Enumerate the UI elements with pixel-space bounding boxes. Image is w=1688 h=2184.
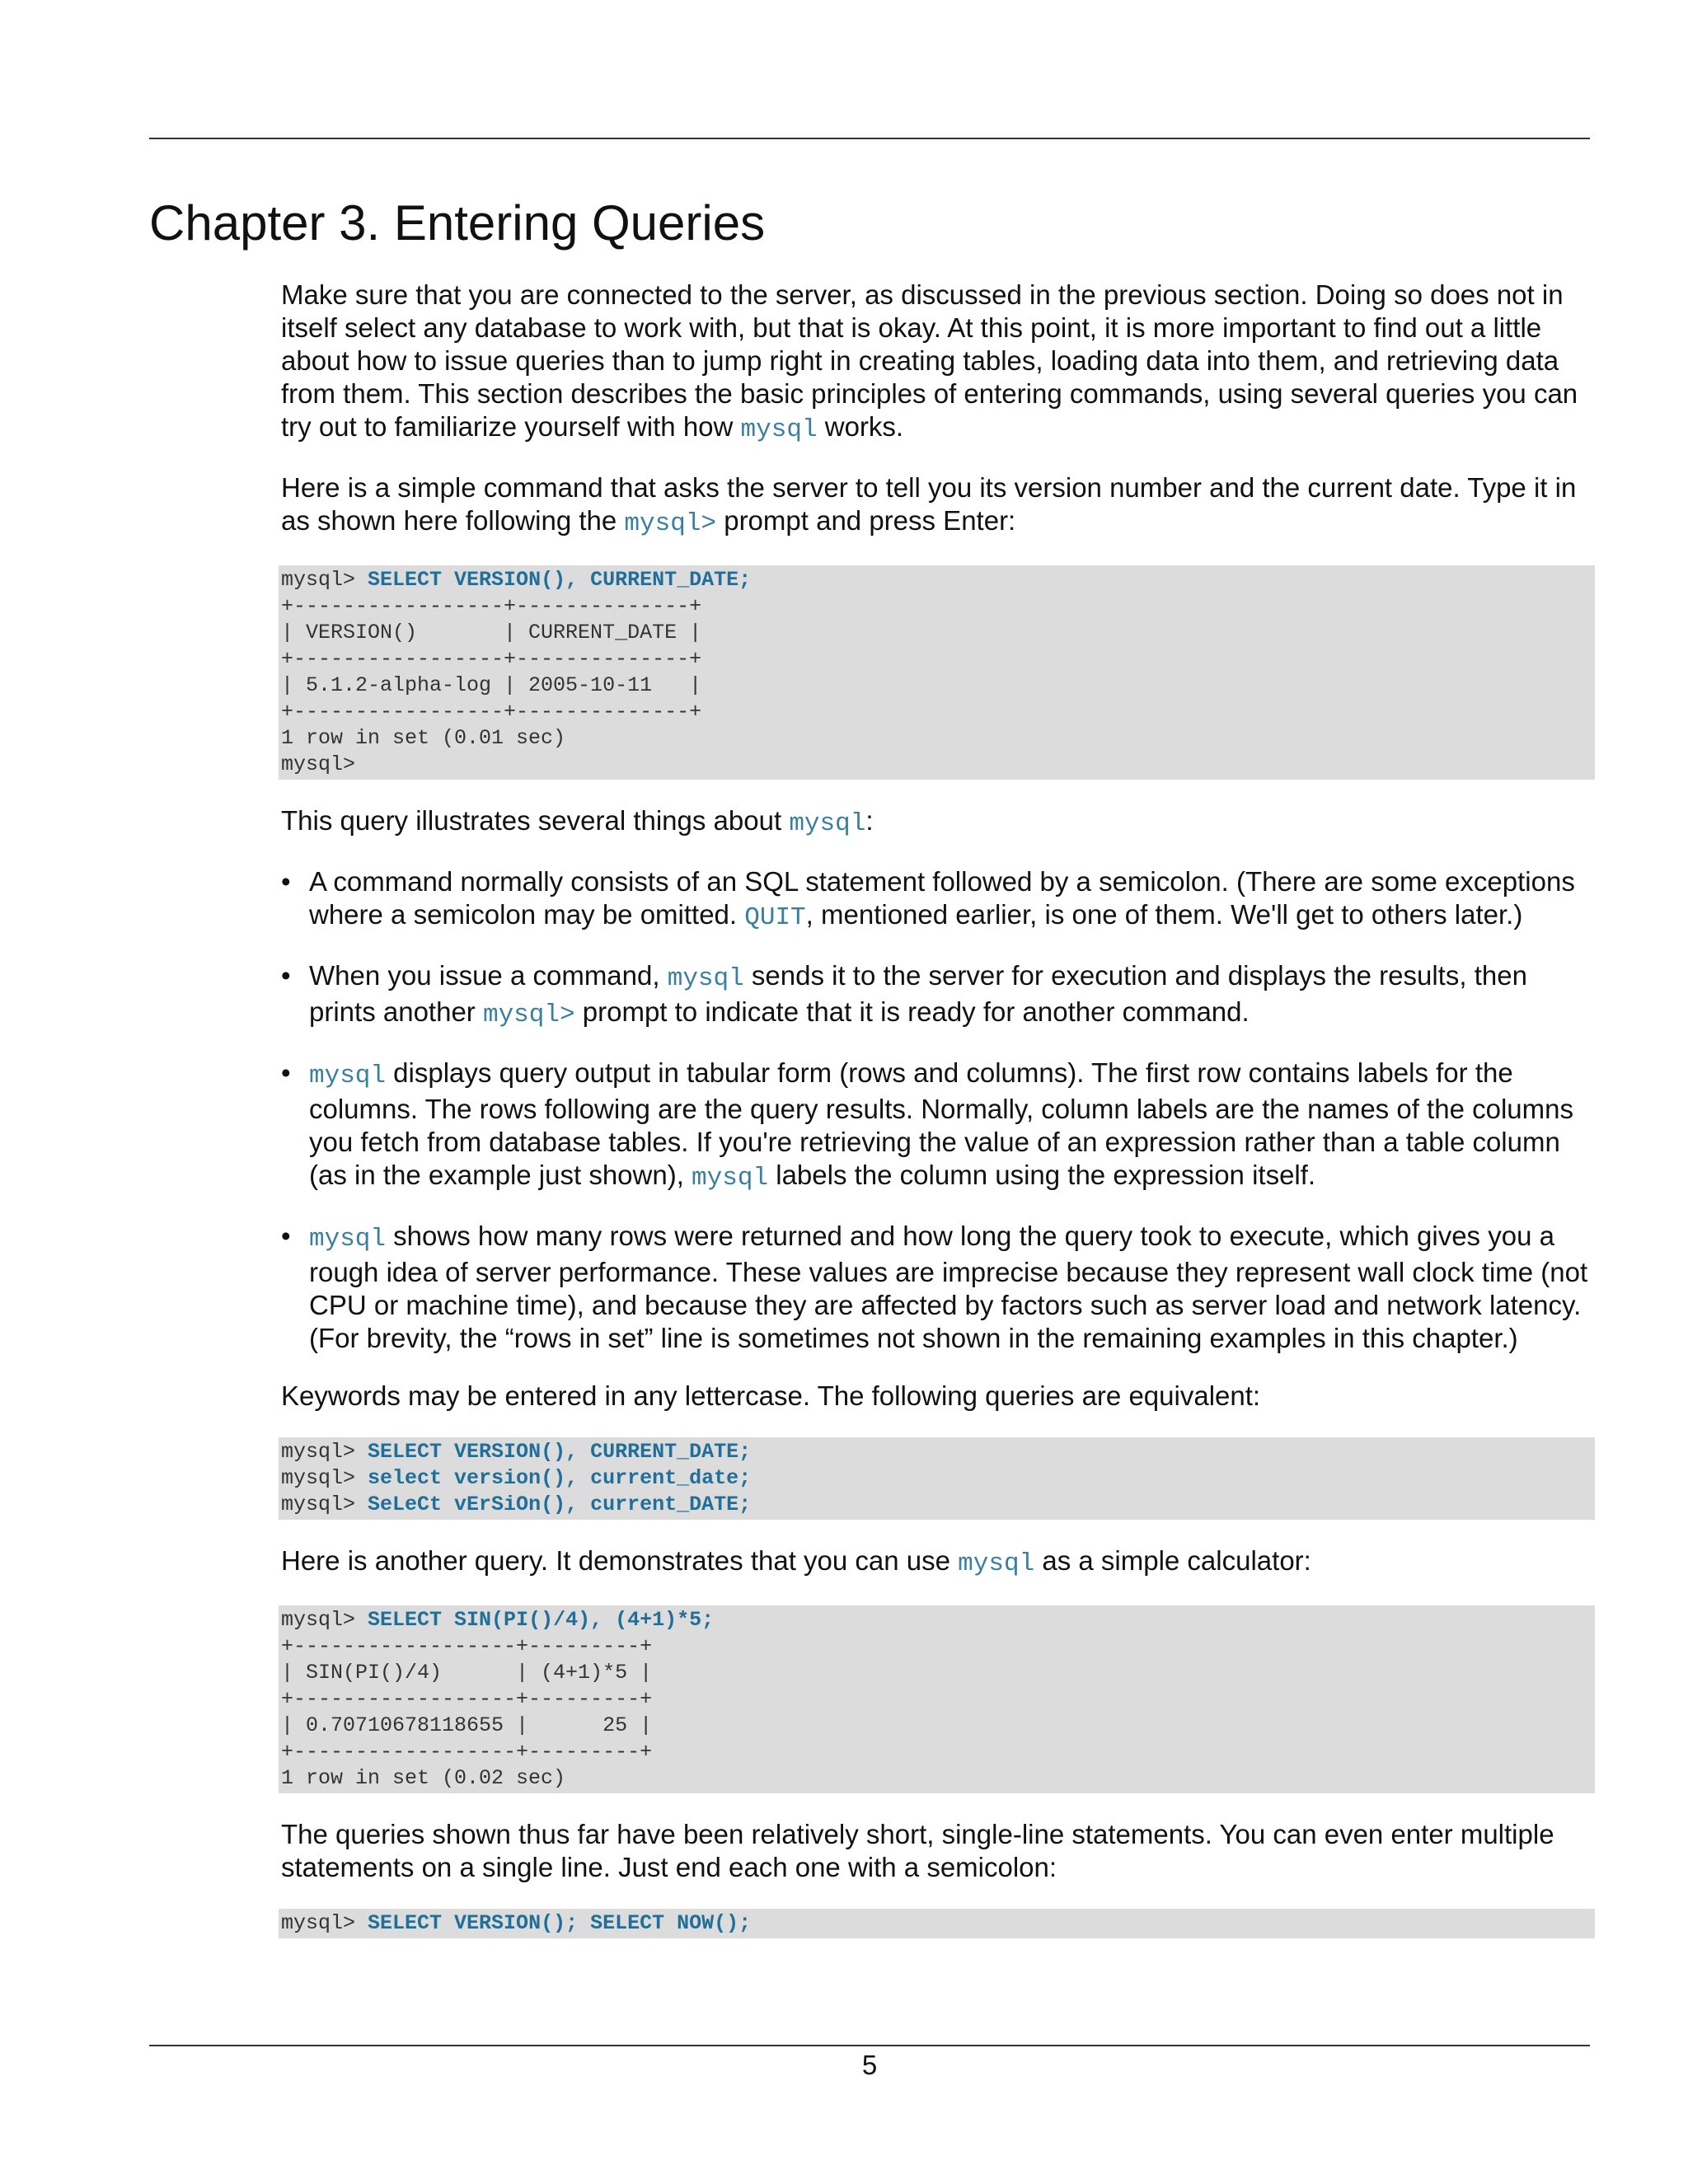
- code-line: +-----------------+--------------+: [281, 594, 702, 618]
- mysql-literal: mysql: [309, 1062, 387, 1090]
- prompt-literal: mysql>: [624, 509, 717, 538]
- illustrates-text: This query illustrates several things about: [281, 805, 790, 836]
- code-line: 1 row in set (0.01 sec): [281, 726, 566, 750]
- code-line: [281, 1492, 1592, 1518]
- code-command: select version(), current_date;: [368, 1466, 752, 1490]
- code-prompt: mysql>: [281, 1493, 368, 1516]
- code-command: SELECT SIN(PI()/4), (4+1)*5;: [368, 1608, 715, 1632]
- code-line: | 0.70710678118655 | 25 |: [281, 1713, 653, 1737]
- code-block-lettercase: [279, 1437, 1595, 1520]
- bullet-text: displays query output in tabular form (rows and columns). The first row contains labels for the columns. The rows following are the query results. Normally, column labels are the names of the columns you fetch from database tables. If you're retrieving the value of an expression rather than a table column (as in the example just shown),: [309, 1057, 1573, 1190]
- code-line: [281, 1439, 1592, 1465]
- intro-paragraph: [281, 279, 1592, 447]
- illustrates-text-end: :: [865, 805, 874, 836]
- code-line: [281, 567, 1592, 593]
- multiple-statements-paragraph: The queries shown thus far have been relatively short, single-line statements. You can even enter multiple statements on a single line. Just end each one with a semicolon:: [281, 1819, 1554, 1882]
- bullet-icon: •: [281, 1221, 291, 1251]
- footer-rule: [149, 2045, 1590, 2046]
- code-command: SELECT VERSION(); SELECT NOW();: [368, 1911, 752, 1935]
- list-item: [281, 865, 1592, 935]
- bullet-text: prompt to indicate that it is ready for another command.: [574, 996, 1250, 1027]
- code-line: +------------------+---------+: [281, 1687, 653, 1711]
- simple-command-text-end: prompt and press Enter:: [716, 505, 1016, 536]
- code-line: | SIN(PI()/4) | (4+1)*5 |: [281, 1661, 653, 1685]
- mysql-literal: mysql: [958, 1549, 1035, 1578]
- intro-text: Make sure that you are connected to the server, as discussed in the previous section. Doing so does not in itself select any database to work with, but that is okay. At this point, it is more important to find out a little about how to issue queries than to jump right in creating tables, loading data into them, and retrieving data from them. This section describes the basic principles of entering commands, using several queries you can try out to familiarize yourself with how: [281, 279, 1578, 442]
- illustrates-paragraph: [281, 804, 1592, 841]
- calculator-paragraph: [281, 1544, 1592, 1581]
- code-prompt: mysql>: [281, 568, 368, 592]
- bullet-icon: •: [281, 866, 291, 897]
- bullet-icon: •: [281, 960, 291, 991]
- code-command: SELECT VERSION(), CURRENT_DATE;: [368, 568, 752, 592]
- calculator-text-end: as a simple calculator:: [1034, 1545, 1311, 1576]
- code-line: [281, 1465, 1592, 1492]
- mysql-literal: mysql: [740, 415, 818, 444]
- code-block-version: [279, 565, 1595, 780]
- mysql-literal: mysql: [692, 1164, 769, 1193]
- list-item: [281, 1057, 1592, 1195]
- prompt-literal: mysql>: [482, 1001, 575, 1029]
- mysql-literal: mysql: [789, 809, 866, 838]
- chapter-title: Chapter 3. Entering Queries: [149, 195, 766, 251]
- chapter-content: [281, 279, 1592, 1963]
- bullet-text: , mentioned earlier, is one of them. We'll get to others later.): [805, 899, 1523, 930]
- list-item: [281, 1220, 1592, 1355]
- code-line: +------------------+---------+: [281, 1740, 653, 1764]
- bullet-list: [281, 865, 1592, 1355]
- code-prompt: mysql>: [281, 1466, 368, 1490]
- code-line: mysql>: [281, 752, 356, 776]
- code-prompt: mysql>: [281, 1911, 368, 1935]
- simple-command-paragraph: [281, 471, 1592, 541]
- page-number: 5: [861, 2050, 878, 2080]
- mysql-literal: mysql: [309, 1225, 387, 1254]
- code-line: +-----------------+--------------+: [281, 647, 702, 671]
- code-block-multiple: [279, 1909, 1595, 1938]
- bullet-text: A command normally consists of an SQL statement followed by a semicolon. (There are some exceptions where a semicolon may be omitted.: [309, 866, 1575, 930]
- code-command: SELECT VERSION(), CURRENT_DATE;: [368, 1440, 752, 1464]
- intro-text-end: works.: [817, 411, 904, 442]
- mysql-literal: mysql: [667, 964, 744, 993]
- code-line: [281, 1910, 1592, 1937]
- code-prompt: mysql>: [281, 1440, 368, 1464]
- code-block-calculator: [279, 1605, 1595, 1793]
- code-command: SeLeCt vErSiOn(), current_DATE;: [368, 1493, 752, 1516]
- bullet-text: When you issue a command,: [309, 960, 668, 991]
- code-prompt: mysql>: [281, 1608, 368, 1632]
- list-item: [281, 959, 1592, 1032]
- code-line: | VERSION() | CURRENT_DATE |: [281, 621, 702, 644]
- code-line: +------------------+---------+: [281, 1634, 653, 1658]
- code-line: +-----------------+--------------+: [281, 700, 702, 724]
- bullet-text: labels the column using the expression itself.: [768, 1160, 1316, 1190]
- bullet-text: sends it to the server for execution and displays the results, then prints another: [309, 960, 1527, 1027]
- bullet-text: shows how many rows were returned and how long the query took to execute, which gives you a rough idea of server performance. These values are imprecise because they represent wall clock time (not CPU or machine time), and because they are affected by factors such as server load and network latency. (For brevity, the “rows in set” line is sometimes not shown in the remaining examples in this chapter.): [309, 1221, 1588, 1353]
- simple-command-text: Here is a simple command that asks the server to tell you its version number and the current date. Type it in as shown here following the: [281, 472, 1577, 536]
- code-line: | 5.1.2-alpha-log | 2005-10-11 |: [281, 673, 702, 697]
- quit-literal: QUIT: [744, 903, 806, 932]
- code-line: 1 row in set (0.02 sec): [281, 1766, 566, 1790]
- header-rule: [149, 138, 1590, 139]
- bullet-icon: •: [281, 1057, 291, 1088]
- calculator-text: Here is another query. It demonstrates that you can use: [281, 1545, 959, 1576]
- code-line: [281, 1607, 1592, 1633]
- lettercase-paragraph: Keywords may be entered in any lettercase. The following queries are equivalent:: [281, 1380, 1261, 1411]
